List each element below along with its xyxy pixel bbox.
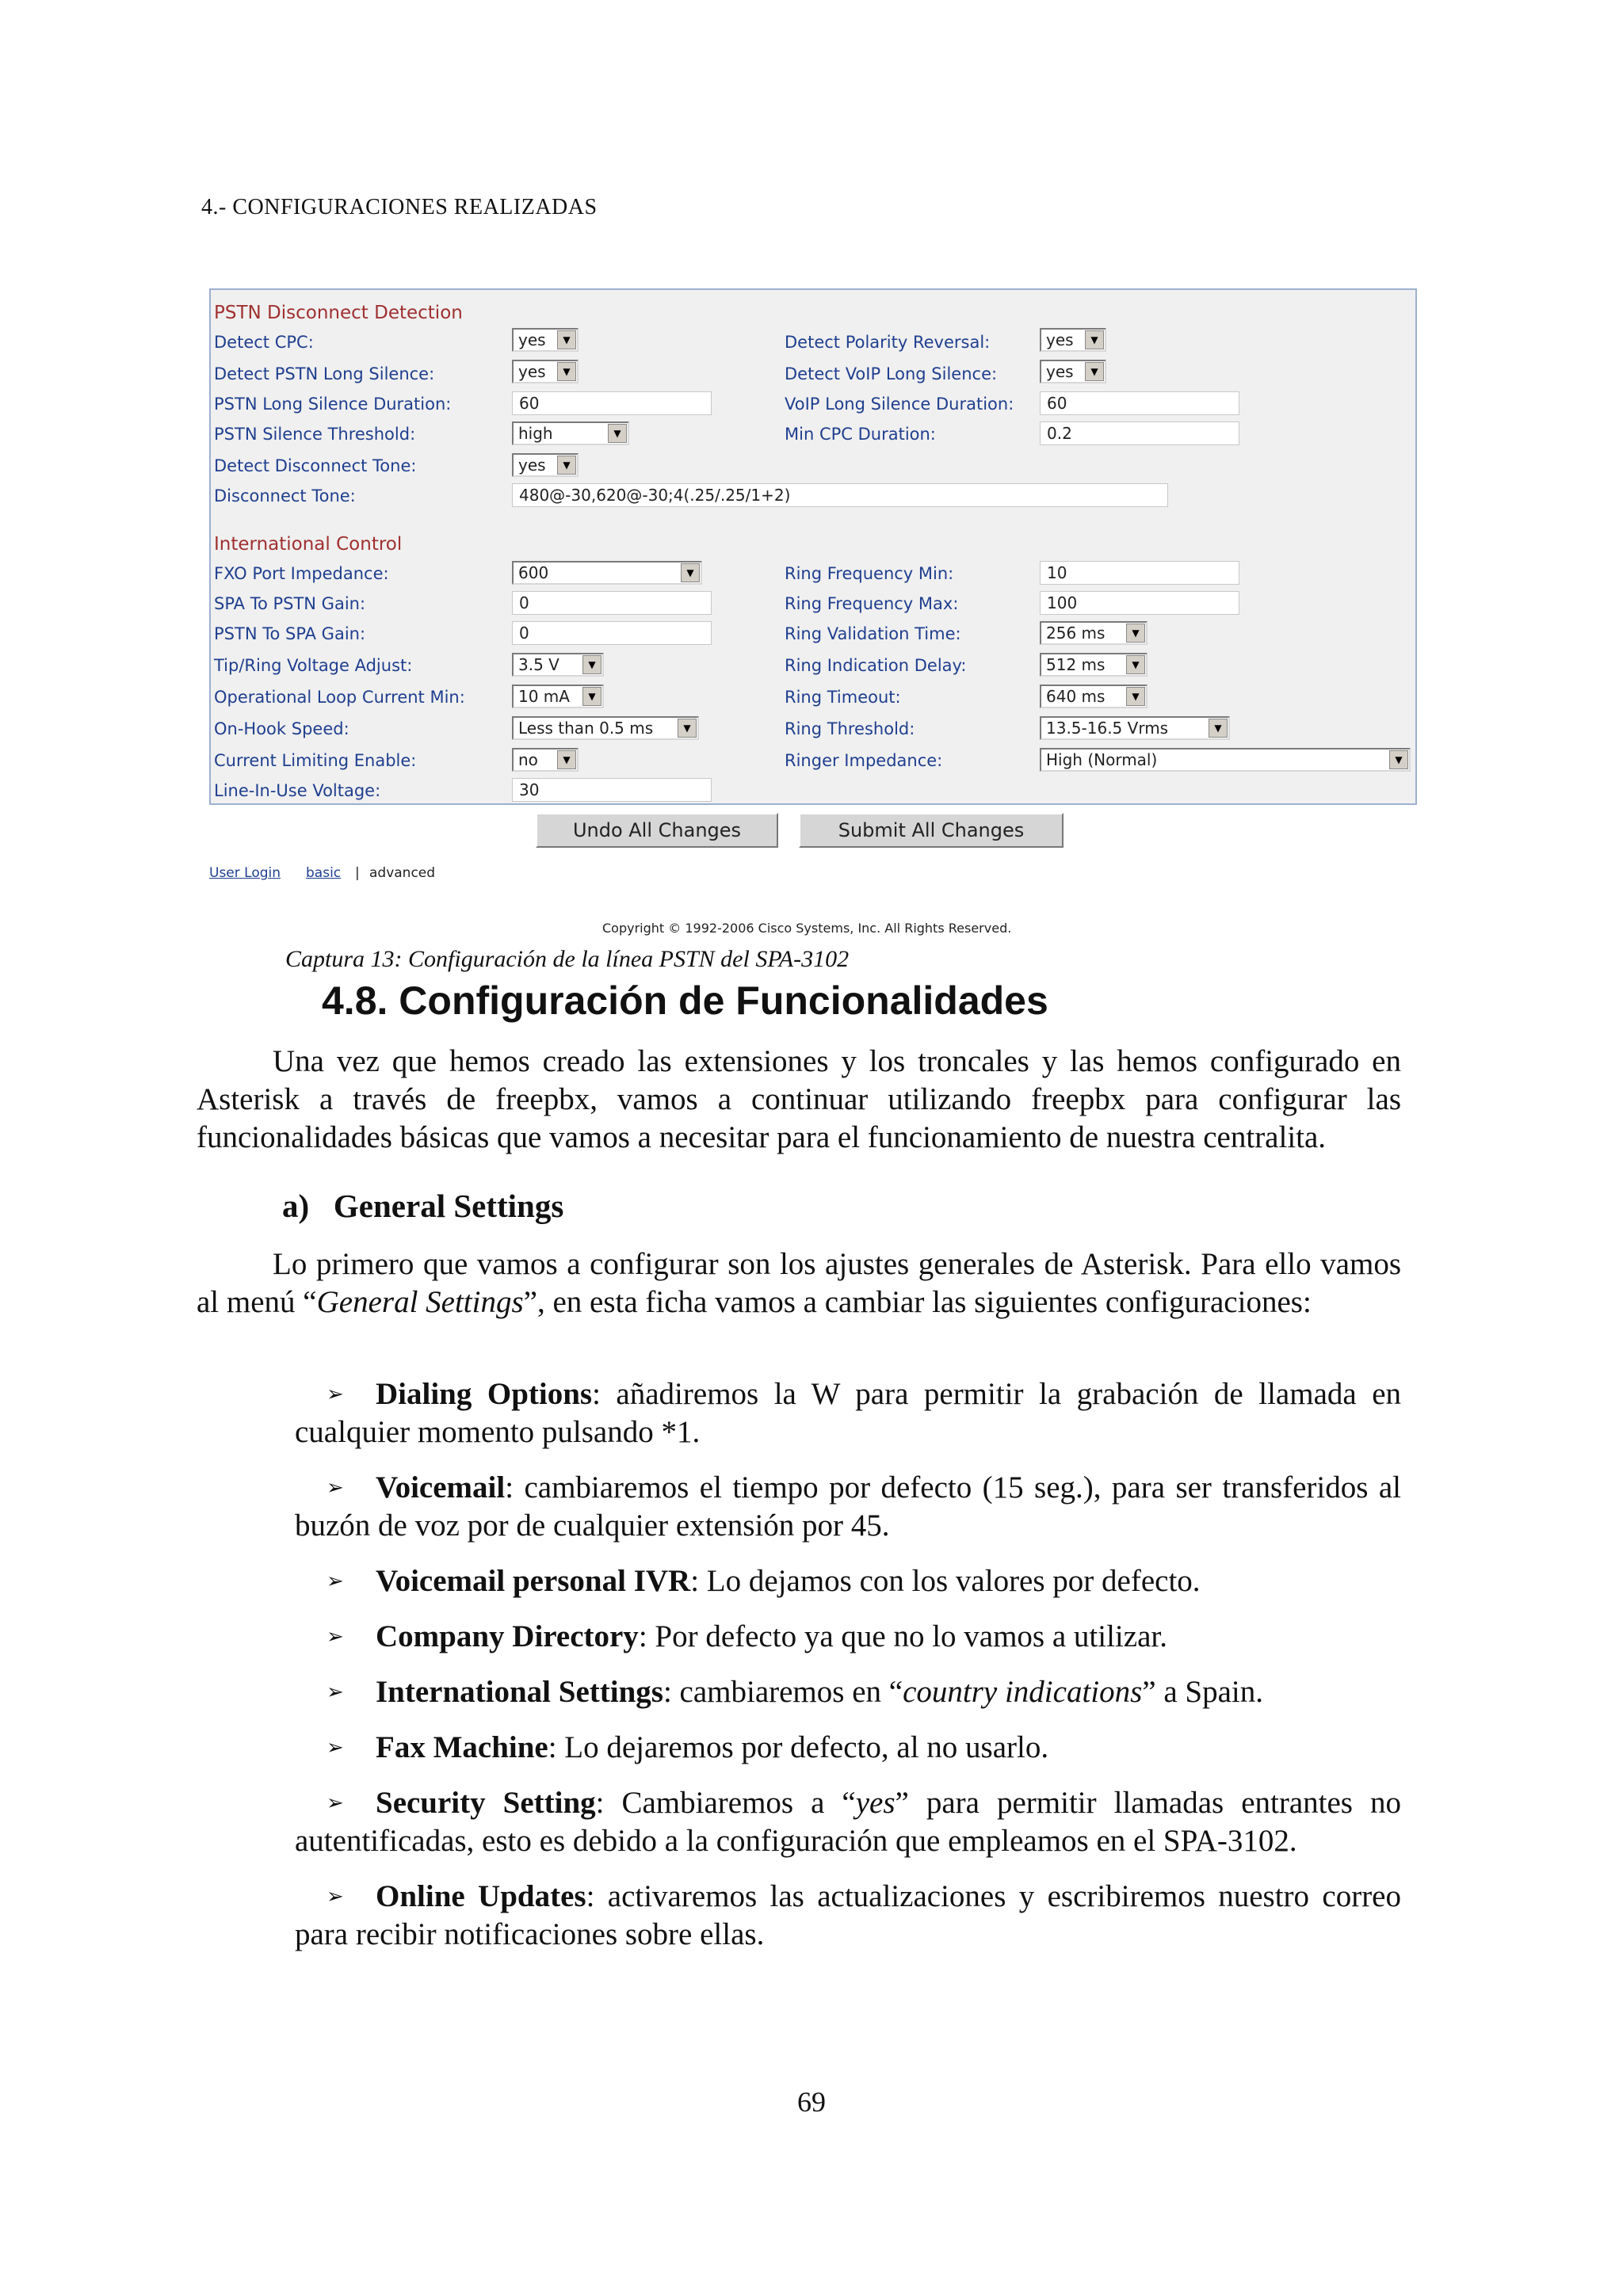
arrowhead-bullet-icon: ➢	[327, 1625, 344, 1649]
list-item: ➢ International Settings: cambiaremos en “country indications” a Spain.	[295, 1673, 1401, 1711]
detect-disconnect-tone-select[interactable]: yes ▼	[512, 453, 579, 477]
chevron-down-icon: ▼	[557, 362, 576, 381]
undo-all-changes-button[interactable]: Undo All Changes	[536, 813, 778, 848]
chevron-down-icon: ▼	[582, 655, 601, 674]
chevron-down-icon: ▼	[1126, 687, 1145, 706]
arrowhead-bullet-icon: ➢	[327, 1680, 344, 1704]
label-detect-cpc: Detect CPC:	[214, 333, 314, 352]
ring-indication-delay-select[interactable]: 512 ms ▼	[1040, 653, 1148, 677]
settings-bullet-list	[295, 1375, 1401, 1971]
arrowhead-bullet-icon: ➢	[327, 1383, 344, 1406]
list-item: ➢ Company Directory: Por defecto ya que no lo vamos a utilizar.	[295, 1618, 1401, 1656]
arrowhead-bullet-icon: ➢	[327, 1885, 344, 1909]
fxo-impedance-select[interactable]: 600 ▼	[512, 561, 702, 585]
label-line-in-use-voltage: Line-In-Use Voltage:	[214, 781, 381, 800]
spa3102-config-screenshot	[209, 288, 1417, 805]
list-item: ➢ Voicemail personal IVR: Lo dejamos con los valores por defecto.	[295, 1562, 1401, 1600]
figure-caption: Captura 13: Configuración de la línea PSTN del SPA-3102	[285, 946, 850, 972]
detect-cpc-select[interactable]: yes ▼	[512, 328, 579, 352]
ring-validation-time-select[interactable]: 256 ms ▼	[1040, 621, 1148, 645]
ring-timeout-select[interactable]: 640 ms ▼	[1040, 685, 1148, 708]
label-detect-polarity: Detect Polarity Reversal:	[785, 333, 991, 352]
chevron-down-icon: ▼	[557, 456, 576, 475]
chevron-down-icon: ▼	[582, 687, 601, 706]
label-spa-to-pstn-gain: SPA To PSTN Gain:	[214, 594, 366, 613]
ring-freq-min-input[interactable]: 10	[1040, 561, 1239, 585]
basic-link[interactable]: basic	[306, 865, 342, 881]
chevron-down-icon: ▼	[1126, 624, 1145, 643]
voip-long-silence-duration-input[interactable]: 60	[1040, 391, 1239, 415]
chevron-down-icon: ▼	[557, 750, 576, 769]
arrowhead-bullet-icon: ➢	[327, 1476, 344, 1500]
advanced-link[interactable]: advanced	[369, 865, 436, 881]
detect-voip-long-silence-select[interactable]: yes ▼	[1040, 360, 1106, 383]
ringer-impedance-select[interactable]: High (Normal) ▼	[1040, 748, 1411, 772]
label-detect-disconnect-tone: Detect Disconnect Tone:	[214, 456, 417, 475]
spa-to-pstn-gain-input[interactable]: 0	[512, 591, 712, 615]
label-ring-timeout: Ring Timeout:	[785, 688, 901, 707]
label-current-limiting: Current Limiting Enable:	[214, 751, 417, 770]
ring-freq-max-input[interactable]: 100	[1040, 591, 1239, 615]
label-on-hook-speed: On-Hook Speed:	[214, 719, 349, 738]
chevron-down-icon: ▼	[681, 563, 700, 582]
label-ring-indication-delay: Ring Indication Delay:	[785, 656, 967, 675]
intro-paragraph: Una vez que hemos creado las extensiones y los troncales y las hemos configurado en Asterisk a través de freepbx, vamos a continuar utilizando freepbx para configurar las funcionalidades básicas que vamos a necesitar para el funcionamiento de nuestra centralita.	[197, 1044, 1401, 1154]
subsection-heading: a) General Settings	[282, 1188, 564, 1224]
label-min-cpc-duration: Min CPC Duration:	[785, 425, 936, 444]
label-pstn-to-spa-gain: PSTN To SPA Gain:	[214, 624, 366, 643]
label-ring-threshold: Ring Threshold:	[785, 719, 915, 738]
arrowhead-bullet-icon: ➢	[327, 1736, 344, 1760]
label-ring-freq-min: Ring Frequency Min:	[785, 564, 954, 583]
chevron-down-icon: ▼	[1389, 750, 1408, 769]
list-item: ➢ Voicemail: cambiaremos el tiempo por defecto (15 seg.), para ser transferidos al buzón de voz por de cualquier extensión por 45.	[295, 1470, 1401, 1543]
copyright-text: Copyright © 1992-2006 Cisco Systems, Inc. All Rights Reserved.	[602, 921, 1012, 936]
list-item: ➢ Security Setting: Cambiaremos a “yes” para permitir llamadas entrantes no autentificadas, esto es debido a la configuración que empleamos en el SPA-3102.	[295, 1786, 1401, 1858]
user-login-link[interactable]: User Login	[209, 865, 281, 881]
list-item: ➢ Online Updates: activaremos las actualizaciones y escribiremos nuestro correo para recibir notificaciones sobre ellas.	[295, 1879, 1401, 1951]
current-limiting-select[interactable]: no ▼	[512, 748, 579, 772]
on-hook-speed-select[interactable]: Less than 0.5 ms ▼	[512, 716, 699, 740]
label-pstn-long-silence-duration: PSTN Long Silence Duration:	[214, 395, 452, 414]
chevron-down-icon: ▼	[1209, 719, 1228, 738]
label-detect-voip-long-silence: Detect VoIP Long Silence:	[785, 364, 998, 383]
line-in-use-voltage-input[interactable]: 30	[512, 778, 712, 802]
pstn-long-silence-duration-input[interactable]: 60	[512, 391, 712, 415]
label-ring-validation-time: Ring Validation Time:	[785, 624, 961, 643]
running-header: 4.- CONFIGURACIONES REALIZADAS	[201, 195, 598, 219]
loop-current-min-select[interactable]: 10 mA ▼	[512, 685, 604, 708]
pstn-to-spa-gain-input[interactable]: 0	[512, 621, 712, 645]
page-number: 69	[797, 2086, 826, 2118]
chevron-down-icon: ▼	[608, 424, 627, 443]
detect-polarity-select[interactable]: yes ▼	[1040, 328, 1106, 352]
disconnect-tone-input[interactable]: 480@-30,620@-30;4(.25/.25/1+2)	[512, 483, 1168, 507]
section-heading: 4.8. Configuración de Funcionalidades	[322, 978, 1048, 1023]
section-title-intl: International Control	[214, 534, 403, 555]
chevron-down-icon: ▼	[1085, 362, 1104, 381]
chevron-down-icon: ▼	[557, 330, 576, 349]
ring-threshold-select[interactable]: 13.5-16.5 Vrms ▼	[1040, 716, 1230, 740]
label-loop-current-min: Operational Loop Current Min:	[214, 688, 465, 707]
label-voip-long-silence-duration: VoIP Long Silence Duration:	[785, 395, 1014, 414]
chevron-down-icon: ▼	[678, 719, 697, 738]
label-detect-pstn-long-silence: Detect PSTN Long Silence:	[214, 364, 435, 383]
label-fxo-impedance: FXO Port Impedance:	[214, 564, 389, 583]
nav-separator: |	[355, 865, 360, 881]
label-pstn-silence-threshold: PSTN Silence Threshold:	[214, 425, 416, 444]
label-tip-ring-voltage: Tip/Ring Voltage Adjust:	[214, 656, 413, 675]
min-cpc-duration-input[interactable]: 0.2	[1040, 421, 1239, 445]
label-ring-freq-max: Ring Frequency Max:	[785, 594, 959, 613]
label-disconnect-tone: Disconnect Tone:	[214, 486, 356, 505]
chevron-down-icon: ▼	[1126, 655, 1145, 674]
chevron-down-icon: ▼	[1085, 330, 1104, 349]
arrowhead-bullet-icon: ➢	[327, 1791, 344, 1815]
list-item: ➢ Fax Machine: Lo dejaremos por defecto, al no usarlo.	[295, 1729, 1401, 1767]
submit-all-changes-button[interactable]: Submit All Changes	[799, 813, 1064, 848]
detect-pstn-long-silence-select[interactable]: yes ▼	[512, 360, 579, 383]
arrowhead-bullet-icon: ➢	[327, 1569, 344, 1593]
label-ringer-impedance: Ringer Impedance:	[785, 751, 943, 770]
tip-ring-voltage-select[interactable]: 3.5 V ▼	[512, 653, 604, 677]
general-settings-paragraph: Lo primero que vamos a configurar son los ajustes generales de Asterisk. Para ello vamos al menú “General Settings”, en esta ficha vamos a cambiar las siguientes configuraciones:	[197, 1247, 1401, 1319]
section-title-pstn: PSTN Disconnect Detection	[214, 303, 463, 323]
pstn-silence-threshold-select[interactable]: high ▼	[512, 421, 629, 445]
list-item: ➢ Dialing Options: añadiremos la W para permitir la grabación de llamada en cualquier momento pulsando *1.	[295, 1377, 1402, 1449]
